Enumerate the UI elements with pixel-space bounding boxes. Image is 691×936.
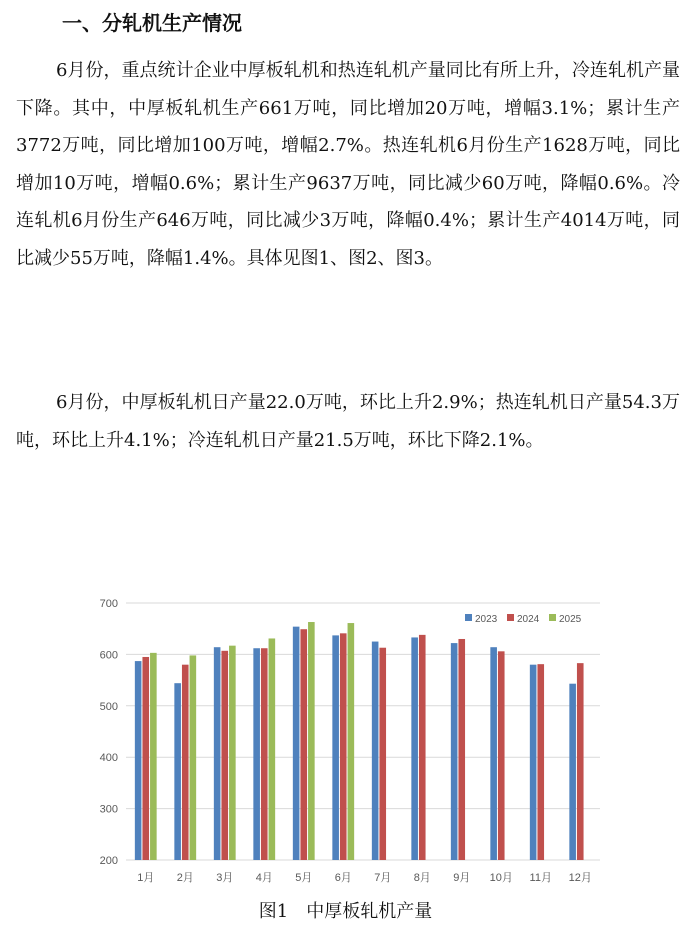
bar-2024-8 xyxy=(419,635,426,860)
x-tick-label: 3月 xyxy=(216,872,234,884)
bar-2024-2 xyxy=(182,665,189,860)
x-tick-label: 2月 xyxy=(176,872,194,884)
bar-2024-1 xyxy=(142,657,149,860)
bar-2023-3 xyxy=(214,647,221,860)
bar-2025-6 xyxy=(348,623,355,860)
bar-2023-4 xyxy=(253,648,260,860)
figure-title: 中厚板轧机产量 xyxy=(306,901,433,922)
bar-2025-3 xyxy=(229,646,236,860)
x-tick-label: 6月 xyxy=(334,872,352,884)
bar-2023-12 xyxy=(569,684,576,860)
bar-2025-1 xyxy=(150,653,157,860)
bar-2023-1 xyxy=(135,661,142,860)
x-tick-label: 4月 xyxy=(255,872,273,884)
bar-2024-4 xyxy=(261,648,268,860)
legend-label: 2025 xyxy=(559,614,582,625)
legend-swatch-2024 xyxy=(507,614,514,621)
x-tick-label: 10月 xyxy=(489,872,513,884)
bar-2023-10 xyxy=(490,647,497,860)
bar-2023-2 xyxy=(174,683,181,860)
x-tick-label: 5月 xyxy=(295,872,313,884)
y-tick-label: 600 xyxy=(99,649,118,662)
bar-2023-5 xyxy=(293,627,300,860)
bar-2023-9 xyxy=(451,643,458,860)
legend-label: 2024 xyxy=(517,614,540,625)
bar-2024-7 xyxy=(379,648,386,860)
bar-2023-7 xyxy=(372,642,379,860)
x-tick-label: 9月 xyxy=(453,872,471,884)
y-tick-label: 400 xyxy=(99,752,118,765)
bar-2023-8 xyxy=(411,637,418,860)
legend-swatch-2025 xyxy=(549,614,556,621)
bar-2024-12 xyxy=(577,663,584,860)
x-tick-label: 7月 xyxy=(374,872,392,884)
bar-2024-3 xyxy=(221,651,228,860)
bar-2025-5 xyxy=(308,622,315,860)
y-tick-label: 200 xyxy=(99,855,118,867)
section-title: 一、分轧机生产情况 xyxy=(62,11,242,35)
plate-mill-output-chart xyxy=(88,590,608,890)
bar-2023-11 xyxy=(530,665,537,860)
bar-2024-6 xyxy=(340,633,347,860)
y-tick-label: 700 xyxy=(99,598,118,610)
bar-2024-10 xyxy=(498,651,505,860)
x-tick-label: 8月 xyxy=(413,872,431,884)
paragraph-rolling-output: 6月份，重点统计企业中厚板轧机和热连轧机产量同比有所上升，冷连轧机产量下降。其中，中厚板轧机生产661万吨，同比增加20万吨，增幅3.1%；累计生产3772万吨，同比增加100万吨，增幅2.7%。热连轧机6月份生产1628万吨，同比增加10万吨，增幅0.6%；累计生产9637万吨，同比减少60万吨，降幅0.6%。冷连轧机6月份生产646万吨，同比减少3万吨，降幅0.4%；累计生产4014万吨，同比减少55万吨，降幅1.4%。具体见图1、图2、图3。 xyxy=(16,60,680,269)
bar-2023-6 xyxy=(332,635,339,860)
bar-2024-5 xyxy=(300,629,307,860)
y-tick-label: 300 xyxy=(99,803,118,816)
y-tick-label: 500 xyxy=(99,700,118,713)
bar-2025-2 xyxy=(190,655,197,860)
x-tick-label: 12月 xyxy=(568,872,592,884)
legend-swatch-2023 xyxy=(465,614,472,621)
figure-number: 图1 xyxy=(258,901,289,922)
paragraph-daily-output: 6月份，中厚板轧机日产量22.0万吨，环比上升2.9%；热连轧机日产量54.3万吨，环比上升4.1%；冷连轧机日产量21.5万吨，环比下降2.1%。 xyxy=(16,392,680,451)
x-tick-label: 1月 xyxy=(137,872,155,884)
chart-canvas xyxy=(88,590,608,890)
figure-caption xyxy=(0,899,691,925)
bar-2024-9 xyxy=(458,639,465,860)
legend-label: 2023 xyxy=(475,614,498,625)
bar-2024-11 xyxy=(537,664,544,860)
bar-2025-4 xyxy=(269,638,276,860)
x-tick-label: 11月 xyxy=(529,872,552,884)
